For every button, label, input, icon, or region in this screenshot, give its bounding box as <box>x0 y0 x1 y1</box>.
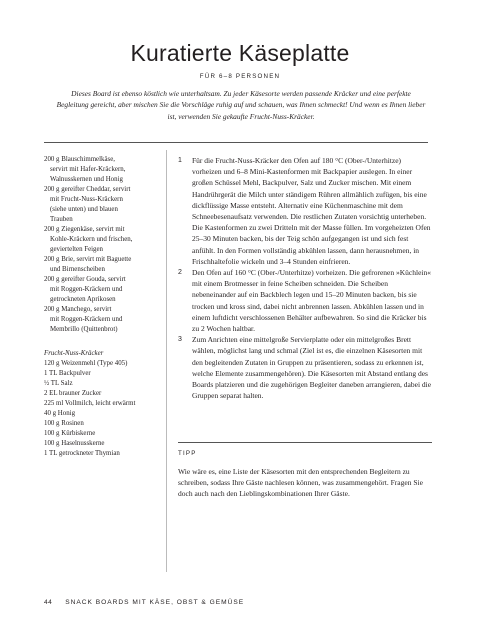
page-footer <box>44 599 244 606</box>
cheese-item-detail: getrockneten Aprikosen <box>50 296 116 303</box>
cracker-ingredient: 40 g Honig <box>44 410 76 417</box>
column-divider <box>166 150 167 572</box>
step-text: Für die Frucht-Nuss-Kräcker den Ofen auf 180 °C (Ober-/Unterhitze) vorheizen und 6–8 Mini-Kastenformen mit Backpapier auslegen. In einer großen Schüssel Mehl, Backpulver, Salz und Zucker mischen. Mit einem Handrührgerät die Milch unter ständigem Rühren allmählich zufügen, bis eine dickflüssige Masse entsteht. Alternativ eine Küchenmaschine mit dem Schneebesenaufsatz verwenden. Die restlichen Zutaten vorsichtig unterheben. Die Kastenformen zu zwei Dritteln mit der Masse füllen. Im vorgeheizten Ofen 25–30 Minuten backen, bis der Teig schön aufgegangen ist und sich fest anfühlt. In den Formen vollständig abkühlen lassen, dann herausnehmen, in Frischhaltefolie wickeln und 3–4 Stunden einfrieren. <box>192 156 431 266</box>
cracker-heading: Frucht-Nuss-Kräcker <box>44 350 104 357</box>
cheese-item-detail: mit Frucht-Nuss-Kräckern <box>50 196 123 203</box>
cheese-item <box>44 275 162 305</box>
cheese-item <box>44 185 162 225</box>
cheese-item-main: 200 g Manchego, servirt <box>44 306 112 313</box>
cheese-item-detail: mit Roggen-Kräckern und <box>50 286 123 293</box>
tip-box <box>178 442 432 500</box>
step-number: 1 <box>178 157 182 164</box>
page-number: 44 <box>44 599 53 606</box>
method-step <box>178 155 432 267</box>
step-number: 2 <box>178 269 182 277</box>
tip-divider <box>178 442 432 443</box>
tip-text: Wie wäre es, eine Liste der Käsesorten mit den entsprechenden Begleitern zu schreiben, sodass Ihre Gäste nachlesen können, was zusammengehört. Fragen Sie doch auch nach den Lieblingskombinationen Ihrer Gäste. <box>178 467 423 499</box>
cracker-ingredient: 100 g Haselnusskerne <box>44 440 105 447</box>
cracker-ingredient: 1 TL getrockneter Thymian <box>44 450 120 457</box>
cheese-item <box>44 155 162 185</box>
step-text: Den Ofen auf 160 °C (Ober-/Unterhitze) vorheizen. Die gefrorenen »Küchlein« mit einem Brotmesser in feine Scheiben schneiden. Die Scheiben nebeneinander auf ein Backblech legen und 15–20 Minuten backen, bis sie trocken und kross sind, dabei nicht anbrennen lassen. Abkühlen lassen und in einem luftdicht verschlossenen Behälter aufbewahren. So sind die Kräcker bis zu 2 Wochen haltbar. <box>192 268 432 334</box>
cheese-item-detail: servirt mit Hafer-Kräckern, <box>50 166 126 173</box>
method-step <box>178 334 432 401</box>
cheese-item-detail: Walnusskernen und Honig <box>50 176 123 183</box>
cracker-ingredient: ½ TL Salz <box>44 380 73 387</box>
cheese-item-main: 200 g Ziegenkäse, servirt mit <box>44 226 125 233</box>
method-step <box>178 267 432 334</box>
step-number: 3 <box>178 336 182 344</box>
intro-text: Dieses Board ist ebenso köstlich wie unterhaltsam. Zu jeder Käsesorte werden passende Kräcker und eine perfekte Begleitung gereicht, aber mischen Sie die Vorschläge ruhig auf und schauen, was Ihnen schmeckt! Und wenn es Ihnen lieber ist, verwenden Sie gekaufte Frucht-Nuss-Kräcker. <box>56 89 426 121</box>
cheese-item-main: 200 g gereifter Gouda, servirt <box>44 276 126 283</box>
cracker-ingredient: 100 g Rosinen <box>44 420 84 427</box>
cheese-item-main: 200 g Brie, servirt mit Baguette <box>44 256 132 263</box>
cheese-item-detail: und Birnenscheiben <box>50 266 105 273</box>
cheese-item-main: 200 g gereifter Cheddar, servirt <box>44 186 131 193</box>
cheese-item-main: 200 g Blauschimmelkäse, <box>44 156 115 163</box>
section-title: SNACK BOARDS MIT KÄSE, OBST & GEMÜSE <box>65 599 245 606</box>
cheese-item-detail: mit Roggen-Kräckern und <box>50 316 123 323</box>
cheese-item-detail: (siehe unten) und blauen <box>50 206 118 213</box>
cracker-ingredient-list <box>44 359 162 459</box>
cracker-ingredient: 100 g Kürbiskerne <box>44 430 96 437</box>
cracker-ingredient: 2 EL brauner Zucker <box>44 390 102 397</box>
ingredients-column <box>44 155 162 459</box>
tip-label: TIPP <box>178 450 197 457</box>
cheese-item <box>44 305 162 335</box>
cheese-item <box>44 255 162 275</box>
header-divider <box>44 142 428 143</box>
steps-list <box>178 155 432 401</box>
step-text: Zum Anrichten eine mittelgroße Servierplatte oder ein mittelgroßes Brett wählen, möglichst lang und schmal (Ziel ist es, die einzelnen Käsesorten mit den begleitenden Zutaten in Gruppen zu präsentieren, sodass zu erkennen ist, welche Elemente zusammengehören). Die Käsesorten mit Abstand entlang des Boards platzieren und die zugehörigen Begleiter daneben arrangieren, dabei die Gruppen separat halten. <box>192 335 432 401</box>
cheese-item <box>44 225 162 255</box>
cheese-item-detail: Trauben <box>50 216 73 223</box>
cracker-ingredient: 1 TL Backpulver <box>44 370 91 377</box>
method-column <box>178 155 432 401</box>
cheese-list <box>44 155 162 335</box>
cheese-item-detail: geviertelten Feigen <box>50 246 103 253</box>
recipe-title: Kuratierte Käseplatte <box>130 40 350 66</box>
servings-subtitle: FÜR 6–8 PERSONEN <box>199 73 281 80</box>
cheese-item-detail: Kohle-Kräckern und frischen, <box>50 236 133 243</box>
cracker-ingredient: 120 g Weizenmehl (Type 405) <box>44 360 128 367</box>
cracker-ingredient: 225 ml Vollmilch, leicht erwärmt <box>44 400 136 407</box>
cheese-item-detail: Membrillo (Quittenbrot) <box>50 326 118 333</box>
